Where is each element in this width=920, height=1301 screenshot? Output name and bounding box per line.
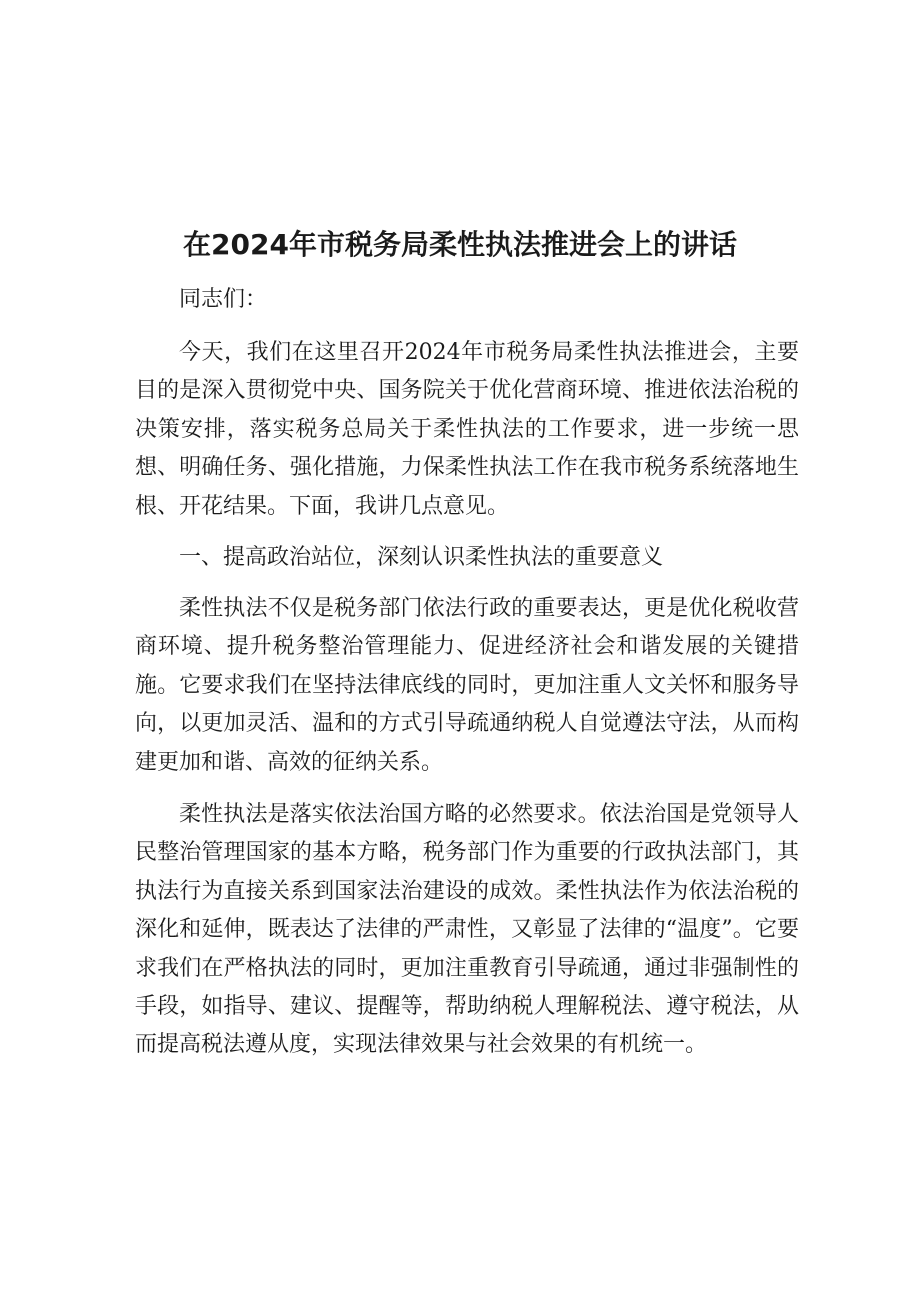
paragraph-rule-of-law: 柔性执法是落实依法治国方略的必然要求。依法治国是党领导人民整治管理国家的基本方略，税务部门作为重要的行政执法部门，其执法行为直接关系到国家法治建设的成效。柔性执法作为依法治税的深化和延伸，既表达了法律的严肃性，又彰显了法律的“温度”。它要求我们在严格执法的同时，更加注重教育引导疏通，通过非强制性的手段，如指导、建议、提醒等，帮助纳税人理解税法、遵守税法，从而提高税法遵从度，实现法律效果与社会效果的有机统一。 — [135, 801, 799, 1058]
document-title: 在2024年市税务局柔性执法推进会上的讲话 — [183, 228, 737, 261]
section-heading-1: 一、提高政治站位，深刻认识柔性执法的重要意义 — [179, 545, 664, 571]
salutation: 同志们： — [179, 287, 268, 312]
document-body — [135, 281, 799, 1065]
paragraph-significance: 柔性执法不仅是税务部门依法行政的重要表达，更是优化税收营商环境、提升税务整治管理能力、促进经济社会和谐发展的关键措施。它要求我们在坚持法律底线的同时，更加注重人文关怀和服务导向，以更加灵活、温和的方式引导疏通纳税人自觉遵法守法，从而构建更加和谐、高效的征纳关系。 — [135, 595, 799, 775]
paragraph-opening: 今天，我们在这里召开2024年市税务局柔性执法推进会，主要目的是深入贯彻党中央、国务院关于优化营商环境、推进依法治税的决策安排，落实税务总局关于柔性执法的工作要求，进一步统一思想、明确任务、强化措施，力保柔性执法工作在我市税务系统落地生根、开花结果。下面，我讲几点意见。 — [135, 340, 799, 519]
